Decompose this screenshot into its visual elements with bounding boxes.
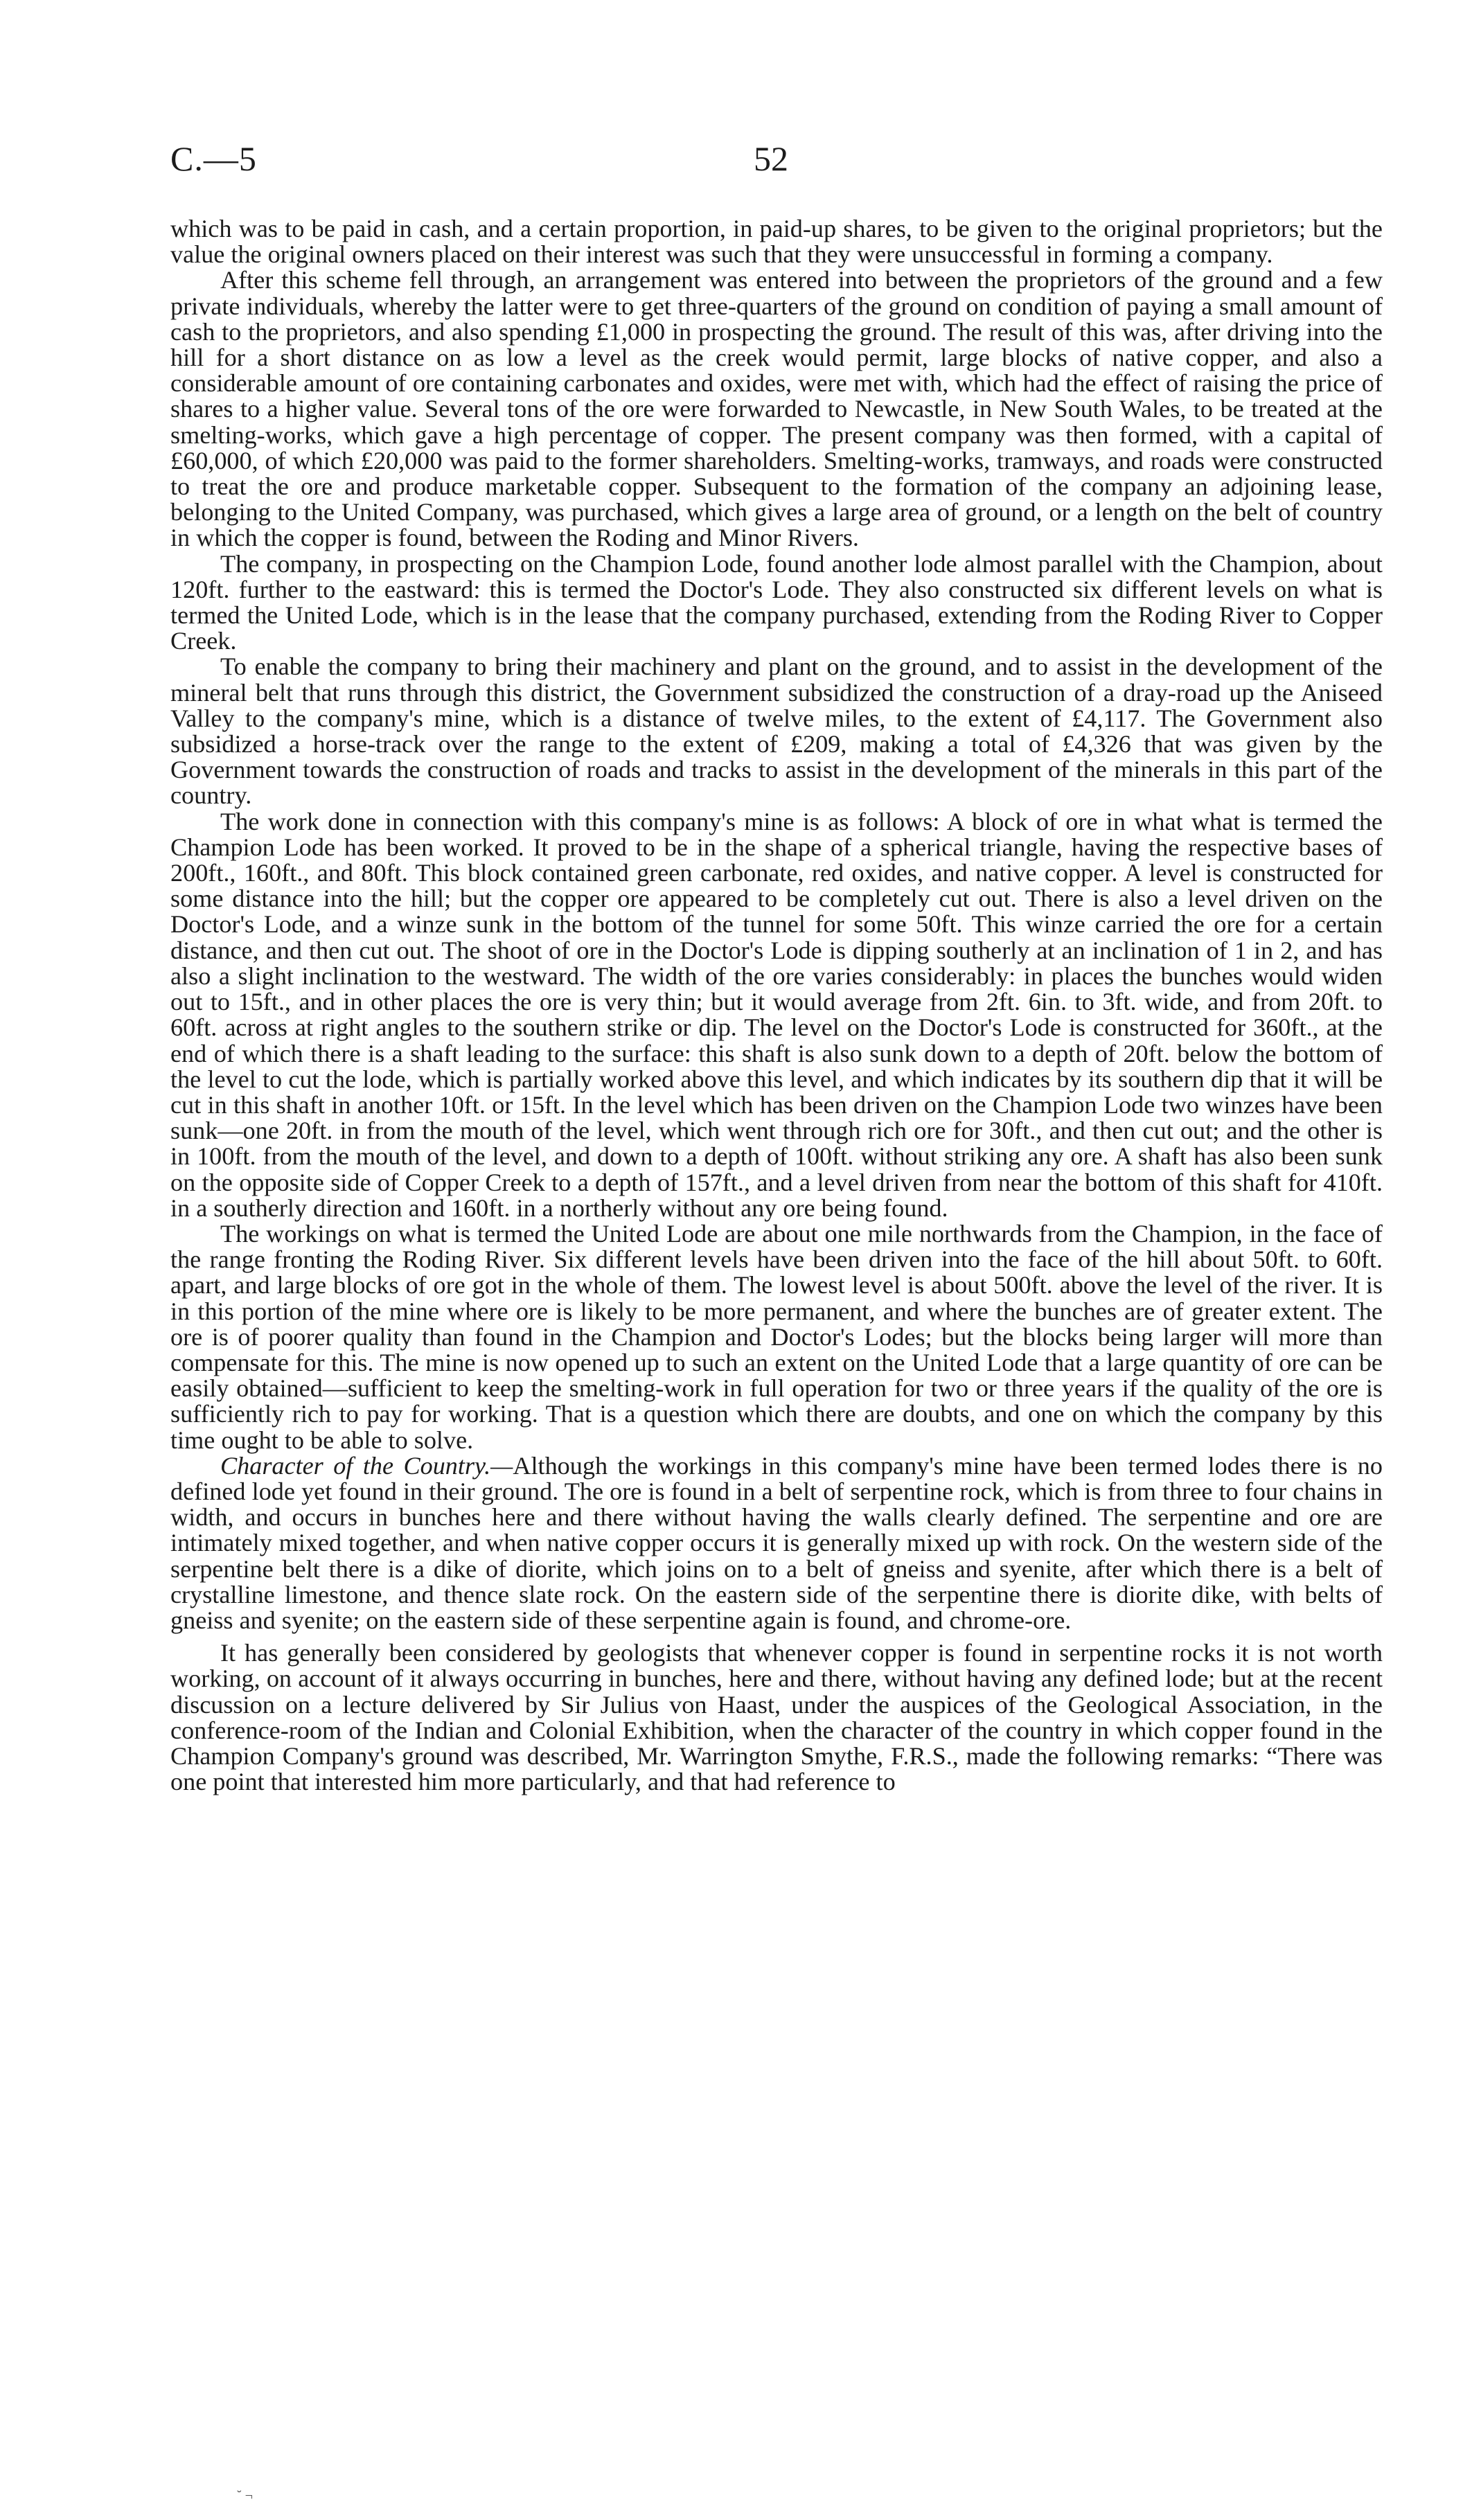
- paragraph: To enable the company to bring their machinery and plant on the ground, and to assist in the development of the mineral belt that runs through this district, the Government subsidized the construction of a dray-road up the Aniseed Valley to the company's mine, which is a distance of twelve miles, to the extent of £4,117. The Government also subsidized a horse-track over the range to the extent of £209, making a total of £4,326 that was given by the Government towards the construction of roads and tracks to assist in the development of the minerals in this part of the country.: [170, 653, 1383, 810]
- paragraph-text: Although the workings in this company's mine have been termed lodes there is no defined lode yet found in their ground. The ore is found in a belt of serpentine rock, which is from three to four chains in width, and occurs in bunches here and there without having the walls clearly defined. The serpentine and ore are intimately mixed together, and when native copper occurs it is generally mixed up with rock. On the western side of the serpentine belt there is a dike of diorite, which joins on to a belt of gneiss and syenite, after which there is a belt of crystalline limestone, and thence slate rock. On the eastern side of the serpentine there is diorite dike, with belts of gneiss and syenite; on the eastern side of these serpentine again is found, and chrome-ore.: [170, 1451, 1383, 1634]
- scan-specks: ˘ ¬: [237, 2488, 253, 2503]
- body-text: [170, 216, 1383, 1795]
- page-number: 52: [754, 139, 788, 178]
- paragraph: which was to be paid in cash, and a certain proportion, in paid-up shares, to be given to the original proprietors; but the value the original owners placed on their interest was such that they were unsuccessful in forming a company.: [170, 215, 1383, 269]
- paragraph: After this scheme fell through, an arrangement was entered into between the proprietors of the ground and a few private individuals, whereby the latter were to get three-quarters of the ground on condition of paying a small amount of cash to the proprietors, and also spending £1,000 in prospecting the ground. The result of this was, after driving into the hill for a short distance on as low a level as the creek would permit, large blocks of native copper, and also a considerable amount of ore containing carbonates and oxides, were met with, which had the effect of raising the price of shares to a higher value. Several tons of the ore were forwarded to Newcastle, in New South Wales, to be treated at the smelting-works, which gave a high percentage of copper. The present company was then formed, with a capital of £60,000, of which £20,000 was paid to the former shareholders. Smelting-works, tramways, and roads were constructed to treat the ore and produce marketable copper. Subsequent to the formation of the company an adjoining lease, belonging to the United Company, was purchased, which gives a large area of ground, or a length on the belt of country in which the copper is found, between the Roding and Minor Rivers.: [170, 266, 1383, 552]
- section-heading: Character of the Country.—: [220, 1451, 513, 1480]
- paragraph-character-of-country: [170, 1453, 1383, 1633]
- paragraph: The work done in connection with this company's mine is as follows: A block of ore in what what is termed the Champion Lode has been worked. It proved to be in the shape of a spherical triangle, having the respective bases of 200ft., 160ft., and 80ft. This block contained green carbonate, red oxides, and native copper. A level is constructed for some distance into the hill; but the copper ore appeared to be completely cut out. There is also a level driven on the Doctor's Lode, and a winze sunk in the bottom of the tunnel for some 50ft. This winze carried the ore for a certain distance, and then cut out. The shoot of ore in the Doctor's Lode is dipping southerly at an inclination of 1 in 2, and has also a slight inclination to the westward. The width of the ore varies considerably: in places the bunches would widen out to 15ft., and in other places the ore is very thin; but it would average from 2ft. 6in. to 3ft. wide, and from 20ft. to 60ft. across at right angles to the southern strike or dip. The level on the Doctor's Lode is constructed for 360ft., at the end of which there is a shaft leading to the surface: this shaft is also sunk down to a depth of 20ft. below the bottom of the level to cut the lode, which is partially worked above this level, and which indicates by its southern dip that it will be cut in this shaft in another 10ft. or 15ft. In the level which has been driven on the Champion Lode two winzes have been sunk—one 20ft. in from the mouth of the level, which went through rich ore for 30ft., and then cut out; and the other is in 100ft. from the mouth of the level, and down to a depth of 100ft. without striking any ore. A shaft has also been sunk on the opposite side of Copper Creek to a depth of 157ft., and a level driven from near the bottom of this shaft for 410ft. in a southerly direction and 160ft. in a northerly without any ore being found.: [170, 807, 1383, 1222]
- page-header: [170, 139, 1383, 187]
- paragraph: The workings on what is termed the United Lode are about one mile northwards from the Champion, in the face of the range fronting the Roding River. Six different levels have been driven into the face of the hill about 50ft. to 60ft. apart, and large blocks of ore got in the whole of them. The lowest level is about 500ft. above the level of the river. It is in this portion of the mine where ore is likely to be more permanent, and where the bunches are of greater extent. The ore is of poorer quality than found in the Champion and Doctor's Lodes; but the blocks being larger will more than compensate for this. The mine is now opened up to such an extent on the United Lode that a large quantity of ore can be easily obtained—sufficient to keep the smelting-work in full operation for two or three years if the quality of the ore is sufficiently rich to pay for working. That is a question which there are doubts, and one on which the company by this time ought to be able to solve.: [170, 1219, 1383, 1454]
- paragraph: It has generally been considered by geologists that whenever copper is found in serpentine rocks it is not worth working, on account of it always occurring in bunches, here and there, without having any defined lode; but at the recent discussion on a lecture delivered by Sir Julius von Haast, under the auspices of the Geological Association, in the conference-room of the Indian and Colonial Exhibition, when the character of the country in which copper found in the Champion Company's ground was described, Mr. Warrington Smythe, F.R.S., made the following remarks: “There was one point that interested him more particularly, and that had reference to: [170, 1639, 1383, 1796]
- paragraph: The company, in prospecting on the Champion Lode, found another lode almost parallel with the Champion, about 120ft. further to the eastward: this is termed the Doctor's Lode. They also constructed six different levels on what is termed the United Lode, which is in the lease that the company purchased, extending from the Roding River to Copper Creek.: [170, 549, 1383, 655]
- document-reference: C.—5: [170, 139, 257, 178]
